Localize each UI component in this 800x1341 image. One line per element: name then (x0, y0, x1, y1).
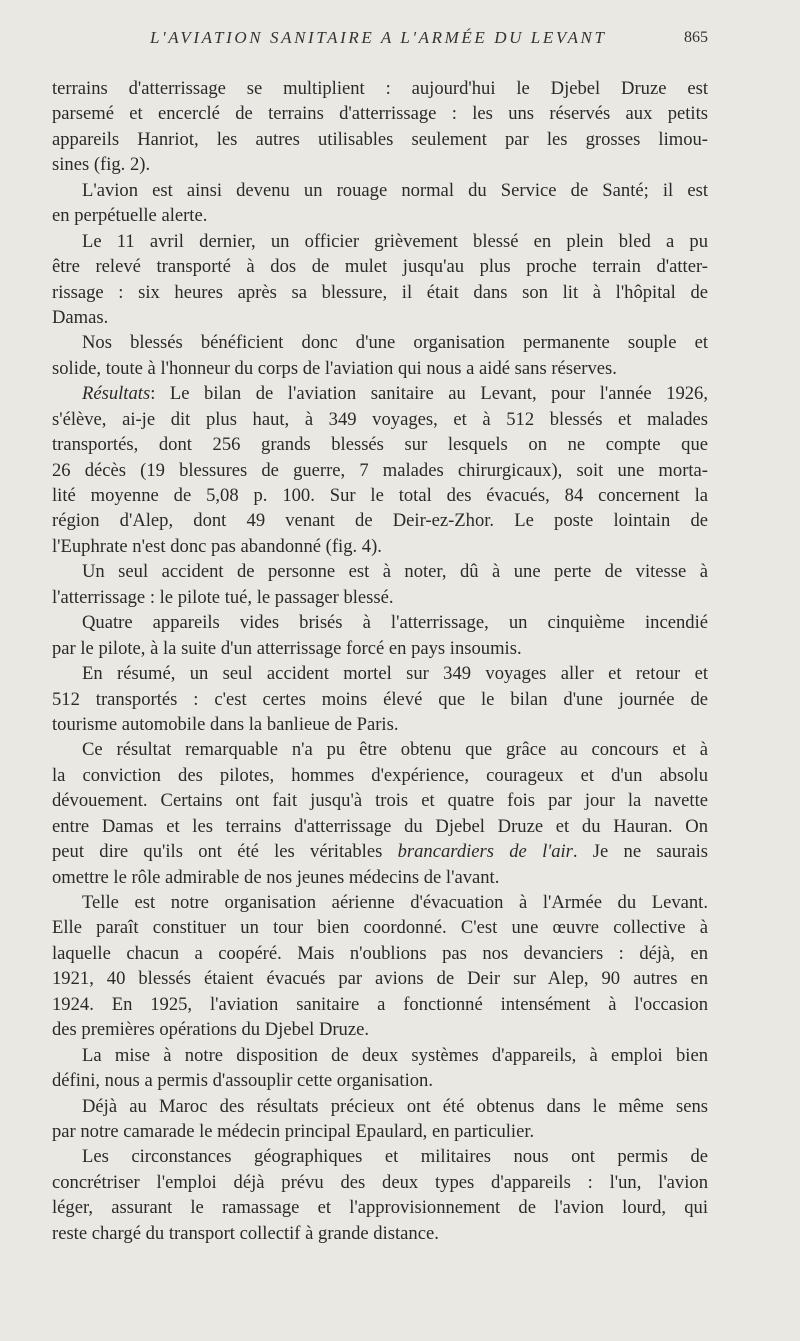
text-line: Quatre appareils vides brisés à l'atterrissage, un cinquième incendié (82, 612, 708, 634)
text-line: 512 transportés : c'est certes moins élevé que le bilan d'une journée de (52, 688, 708, 710)
text-line: Ce résultat remarquable n'a pu être obtenu que grâce au concours et à (82, 739, 708, 761)
text-line: parsemé et encerclé de terrains d'atterrissage : les uns réservés aux petits (52, 103, 708, 125)
text-line (52, 381, 708, 406)
text-line: l'Euphrate n'est donc pas abandonné (fig. 4). (52, 535, 382, 557)
text-line: transportés, dont 256 grands blessés sur lesquels on ne compte que (52, 434, 708, 456)
text-segment: peut dire qu'ils ont été les véritables (52, 841, 398, 863)
text-line: Damas. (52, 306, 109, 328)
text-line: par le pilote, à la suite d'un atterrissage forcé en pays insoumis. (52, 637, 522, 659)
text-segment: . Je ne saurais (572, 841, 708, 863)
text-line: sines (fig. 2). (52, 154, 151, 176)
paragraph (52, 178, 708, 229)
text-line: Les circonstances géographiques et militaires nous ont permis de (82, 1146, 708, 1168)
page-number: 865 (684, 29, 708, 46)
body-text (52, 76, 708, 1246)
text-line: L'avion est ainsi devenu un rouage normal du Service de Santé; il est (82, 179, 708, 201)
text-line: 26 décès (19 blessures de guerre, 7 malades chirurgicaux), soit une morta- (52, 459, 708, 481)
text-line: reste chargé du transport collectif à grande distance. (52, 1222, 439, 1244)
paragraph (52, 559, 708, 610)
text-segment: : Le bilan de l'aviation sanitaire au Levant, pour l'année 1926, (150, 383, 708, 405)
paragraph (52, 330, 708, 381)
text-line: rissage : six heures après sa blessure, il était dans son lit à l'hôpital de (52, 281, 708, 303)
text-line (52, 839, 708, 864)
text-line: par notre camarade le médecin principal Epaulard, en particulier. (52, 1120, 535, 1142)
paragraph (52, 737, 708, 890)
text-line: Elle paraît constituer un tour bien coordonné. C'est une œuvre collective à (52, 917, 708, 939)
text-line: Déjà au Maroc des résultats précieux ont été obtenus dans le même sens (82, 1095, 708, 1117)
text-line: 1921, 40 blessés étaient évacués par avions de Deir sur Alep, 90 autres en (52, 968, 708, 990)
paragraph (52, 661, 708, 737)
text-line: Nos blessés bénéficient donc d'une organisation permanente souple et (82, 332, 708, 354)
text-line: Un seul accident de personne est à noter, dû à une perte de vitesse à (82, 561, 708, 583)
text-line: solide, toute à l'honneur du corps de l'aviation qui nous a aidé sans réserves. (52, 357, 617, 379)
text-line: laquelle chacun a coopéré. Mais n'oublions pas nos devanciers : déjà, en (52, 942, 708, 964)
text-line: entre Damas et les terrains d'atterrissage du Djebel Druze et du Hauran. On (52, 815, 708, 837)
paragraph (52, 1144, 708, 1246)
text-line: en perpétuelle alerte. (52, 205, 208, 227)
paragraph (52, 1043, 708, 1094)
text-line: 1924. En 1925, l'aviation sanitaire a fonctionné intensément à l'occasion (52, 993, 708, 1015)
text-line: léger, assurant le ramassage et l'approvisionnement de l'avion lourd, qui (52, 1197, 708, 1219)
paragraph (52, 381, 708, 559)
text-line: des premières opérations du Djebel Druze. (52, 1019, 370, 1041)
text-line: Telle est notre organisation aérienne d'évacuation à l'Armée du Levant. (82, 892, 708, 913)
text-line: concrétriser l'emploi déjà prévu des deux types d'appareils : l'un, l'avion (52, 1171, 708, 1193)
text-line: la conviction des pilotes, hommes d'expérience, courageux et d'un absolu (52, 764, 708, 786)
text-line: dévouement. Certains ont fait jusqu'à trois et quatre fois par jour la navette (52, 790, 708, 812)
paragraph (52, 76, 708, 178)
text-line: En résumé, un seul accident mortel sur 349 voyages aller et retour et (82, 663, 708, 685)
text-line: l'atterrissage : le pilote tué, le passager blessé. (52, 586, 394, 608)
paragraph (52, 610, 708, 661)
text-line: région d'Alep, dont 49 venant de Deir-ez-Zhor. Le poste lointain de (52, 510, 708, 532)
text-line: lité moyenne de 5,08 p. 100. Sur le total des évacués, 84 concernent la (52, 485, 708, 506)
italic-text: Résultats (82, 383, 151, 405)
text-line: omettre le rôle admirable de nos jeunes médecins de l'avant. (52, 866, 500, 888)
text-line: s'élève, ai-je dit plus haut, à 349 voyages, et à 512 blessés et malades (52, 408, 708, 430)
text-line: La mise à notre disposition de deux systèmes d'appareils, à emploi bien (82, 1044, 708, 1066)
text-line: tourisme automobile dans la banlieue de Paris. (52, 713, 399, 735)
running-title: L'AVIATION SANITAIRE A L'ARMÉE DU LEVANT (150, 28, 607, 47)
paragraph (52, 890, 708, 1043)
text-line: Le 11 avril dernier, un officier grièvement blessé en plein bled a pu (82, 230, 708, 252)
text-line: appareils Hanriot, les autres utilisables seulement par les grosses limou- (52, 128, 708, 150)
paragraph (52, 1094, 708, 1145)
text-line: terrains d'atterrissage se multiplient : aujourd'hui le Djebel Druze est (52, 78, 708, 99)
paragraph (52, 229, 708, 331)
text-line: défini, nous a permis d'assouplir cette organisation. (52, 1070, 433, 1092)
italic-text: brancardiers de l'air (397, 841, 573, 863)
text-line: être relevé transporté à dos de mulet jusqu'au plus proche terrain d'atter- (52, 256, 708, 278)
